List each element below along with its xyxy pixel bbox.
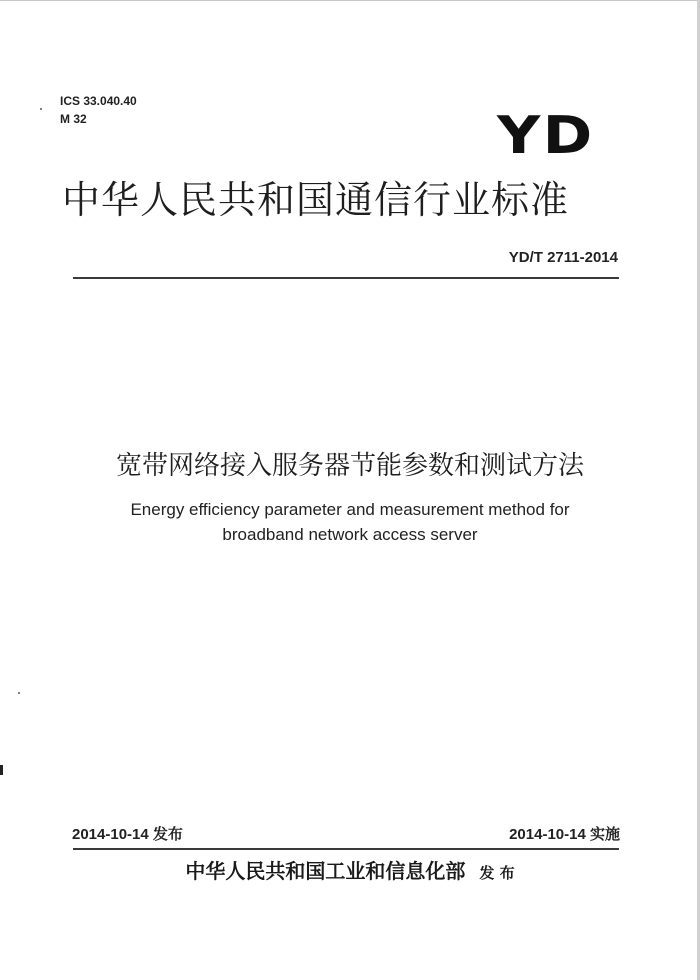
header-divider xyxy=(73,277,619,279)
classification-codes xyxy=(60,92,137,128)
standard-number: YD/T 2711-2014 xyxy=(508,249,618,266)
yd-logo: YD xyxy=(497,106,595,166)
issuing-body: 中华人民共和国工业和信息化部 xyxy=(185,859,466,883)
scan-speck xyxy=(40,108,42,110)
standard-category-title: 中华人民共和国通信行业标准 xyxy=(62,178,570,222)
implementation-date: 2014-10-14 实施 xyxy=(509,826,620,843)
scan-top-edge xyxy=(0,0,700,11)
ccs-code: M 32 xyxy=(60,112,87,126)
english-title-line-1: Energy efficiency parameter and measurement method for xyxy=(130,500,570,519)
issue-word: 发 布 xyxy=(479,864,515,882)
scan-left-mark xyxy=(0,765,3,775)
issue-date: 2014-10-14 发布 xyxy=(72,826,183,843)
issuing-body-line xyxy=(0,856,700,888)
english-title-line-2: broadband network access server xyxy=(222,525,478,544)
scan-speck xyxy=(18,692,20,694)
document-title-english xyxy=(0,497,700,547)
ics-code: ICS 33.040.40 xyxy=(60,94,137,108)
document-title-chinese: 宽带网络接入服务器节能参数和测试方法 xyxy=(115,451,584,481)
footer-divider xyxy=(73,848,619,850)
